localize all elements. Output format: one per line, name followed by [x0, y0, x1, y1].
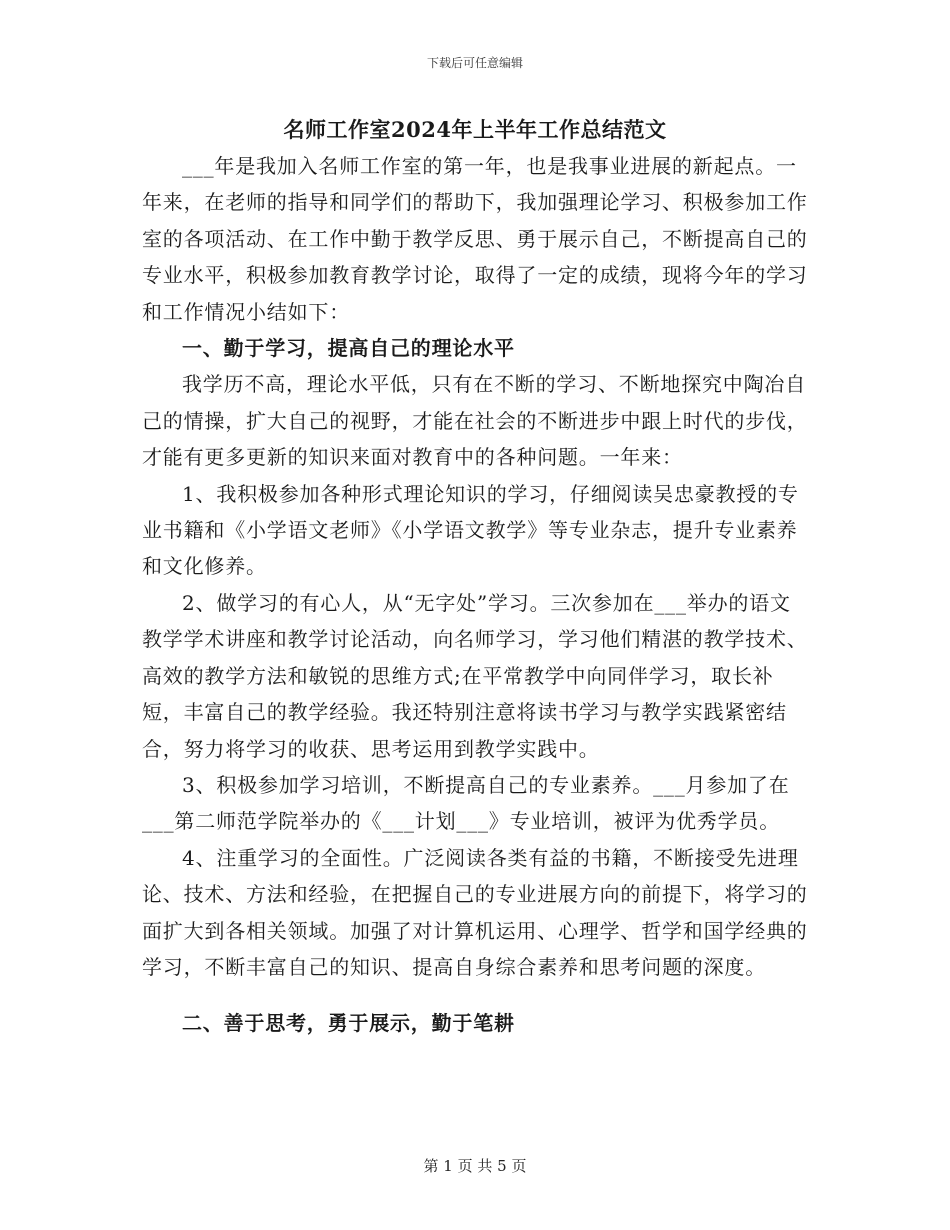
- document-title: 名师工作室2024年上半年工作总结范文: [283, 117, 667, 142]
- header-note: 下载后可任意编辑: [426, 56, 523, 70]
- list-item-3: 3、积极参加学习培训，不断提高自己的专业素养。___月参加了在___第二师范学院举办的《___计划___》专业培训，被评为优秀学员。: [142, 772, 790, 834]
- list-item-4: 4、注重学习的全面性。广泛阅读各类有益的书籍，不断接受先进理论、技术、方法和经验，在把握自己的专业进展方向的前提下，将学习的面扩大到各相关领域。加强了对计算机运用、心理学、哲学和国学经典的学习，不断丰富自己的知识、提高自身综合素养和思考问题的深度。: [142, 845, 808, 979]
- page-footer: 第 1 页 共 5 页: [423, 1157, 527, 1175]
- intro-paragraph: ___年是我加入名师工作室的第一年，也是我事业进展的新起点。一年来，在老师的指导和同学们的帮助下，我加强理论学习、积极参加工作室的各项活动、在工作中勤于教学反思、勇于展示自己，不断提高自己的专业水平，积极参加教育教学讨论，取得了一定的成绩，现将今年的学习和工作情况小结如下：: [142, 154, 808, 324]
- section-heading-2: 二、善于思考，勇于展示，勤于笔耕: [182, 1011, 515, 1036]
- section1-paragraph: 我学历不高，理论水平低，只有在不断的学习、不断地探究中陶冶自己的情操，扩大自己的视野，才能在社会的不断进步中跟上时代的步伐，才能有更多更新的知识来面对教育中的各种问题。一年来：: [142, 372, 808, 470]
- document-body: [142, 148, 810, 1042]
- section-heading-1: 一、勤于学习，提高自己的理论水平: [182, 336, 515, 361]
- list-item-2: 2、做学习的有心人，从“无字处”学习。三次参加在___举办的语文教学学术讲座和教学讨论活动，向名师学习，学习他们精湛的教学技术、高效的教学方法和敏锐的思维方式;在平常教学中向同伴学习，取长补短，丰富自己的教学经验。我还特别注意将读书学习与教学实践紧密结合，努力将学习的收获、思考运用到教学实践中。: [142, 590, 808, 761]
- list-item-1: 1、我积极参加各种形式理论知识的学习，仔细阅读吴忠豪教授的专业书籍和《小学语文老师》《小学语文教学》等专业杂志，提升专业素养和文化修养。: [142, 481, 799, 579]
